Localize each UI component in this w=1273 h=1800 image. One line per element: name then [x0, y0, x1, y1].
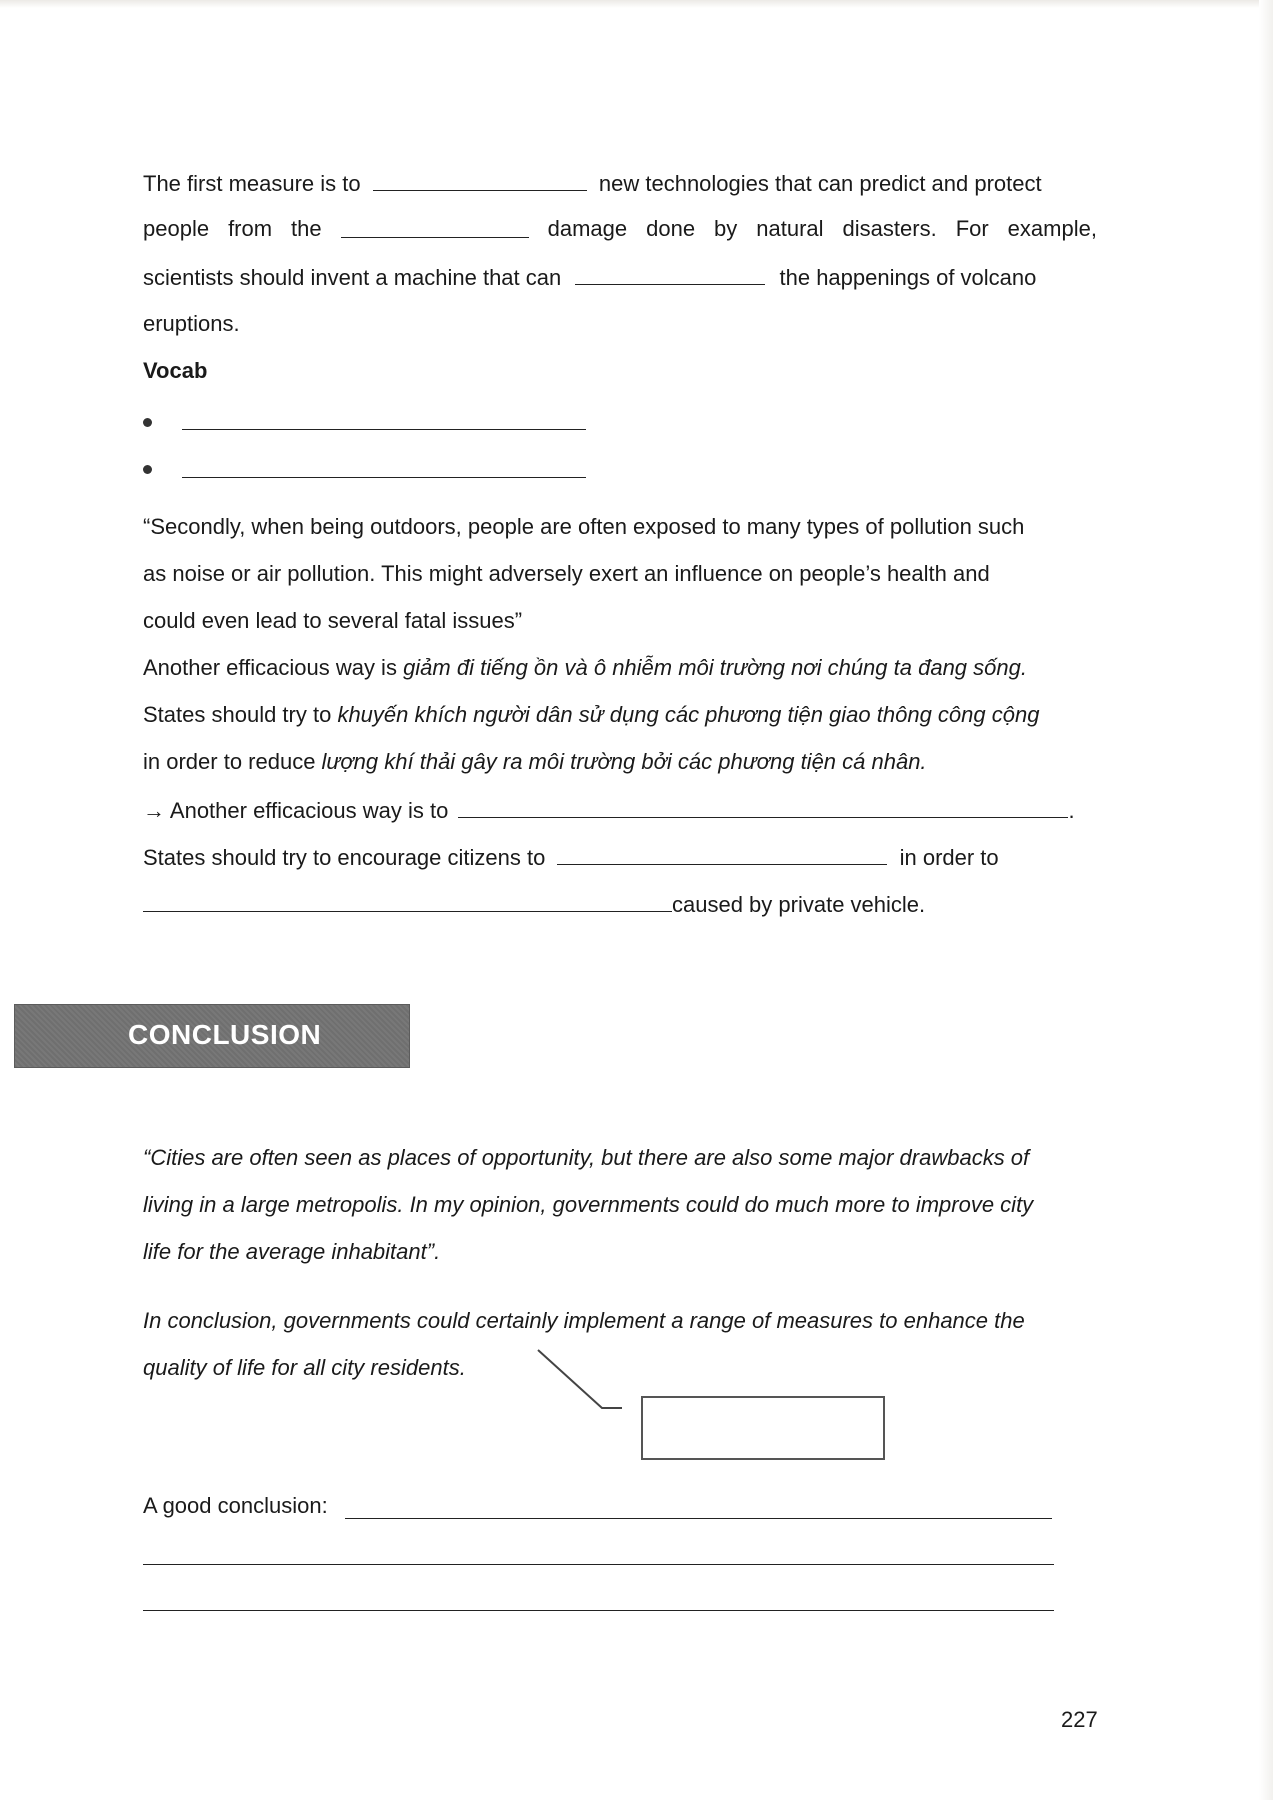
blank-5[interactable]	[557, 842, 887, 865]
vocab-blank-1[interactable]	[182, 429, 586, 430]
scan-right-edge	[1259, 0, 1273, 1800]
good-conclusion-line: A good conclusion:	[143, 1493, 328, 1518]
quote1-line1: “Secondly, when being outdoors, people are often exposed to many types of pollution such	[143, 514, 1025, 539]
page-number: 227	[1061, 1707, 1098, 1732]
conclusion-line1: In conclusion, governments could certainly implement a range of measures to enhance the	[143, 1308, 1025, 1333]
translation-line3: in order to reduce lượng khí thải gây ra môi trường bởi các phương tiện cá nhân.	[143, 749, 927, 774]
blank-3[interactable]	[575, 262, 765, 285]
translation-line1: Another efficacious way is giảm đi tiếng ồn và ô nhiễm môi trường nơi chúng ta đang sống.	[143, 655, 1027, 680]
quote2-line3: life for the average inhabitant”.	[143, 1239, 441, 1264]
quote1-line2: as noise or air pollution. This might adversely exert an influence on people’s health and	[143, 561, 990, 586]
blank-6[interactable]	[143, 889, 672, 912]
paragraph1-line3: scientists should invent a machine that can the happenings of volcano	[143, 262, 1036, 292]
pointer-line-icon	[530, 1340, 650, 1410]
blank-4[interactable]	[458, 795, 1068, 818]
blank-2[interactable]	[341, 215, 529, 238]
vocab-heading: Vocab	[143, 358, 208, 383]
exercise-line3: caused by private vehicle.	[143, 889, 925, 919]
paragraph1-line2: people from the damage done by natural disasters. For example,	[143, 216, 1097, 241]
answer-box[interactable]	[641, 1396, 885, 1460]
conclusion-line2: quality of life for all city residents.	[143, 1355, 466, 1380]
quote2-line2: living in a large metropolis. In my opinion, governments could do much more to improve city	[143, 1192, 1034, 1217]
translation-line2: States should try to khuyến khích người dân sử dụng các phương tiện giao thông công cộng	[143, 702, 1040, 727]
paragraph1-line4: eruptions.	[143, 311, 240, 336]
bullet-icon	[143, 418, 152, 427]
blank-1[interactable]	[373, 168, 587, 191]
good-conclusion-blank-2[interactable]	[143, 1564, 1054, 1565]
good-conclusion-blank-3[interactable]	[143, 1610, 1054, 1611]
exercise-line1: → Another efficacious way is to .	[143, 795, 1075, 825]
bullet-icon	[143, 465, 152, 474]
paragraph1-line1: The first measure is to new technologies that can predict and protect	[143, 168, 1042, 198]
exercise-line2: States should try to encourage citizens to in order to	[143, 842, 999, 872]
scan-top-edge	[0, 0, 1273, 8]
quote2-line1: “Cities are often seen as places of opportunity, but there are also some major drawbacks of	[143, 1145, 1030, 1170]
vocab-blank-2[interactable]	[182, 477, 586, 478]
arrow-icon: →	[143, 798, 165, 823]
good-conclusion-blank-1[interactable]	[345, 1518, 1052, 1519]
quote1-line3: could even lead to several fatal issues”	[143, 608, 523, 633]
section-title: CONCLUSION	[128, 1019, 322, 1050]
